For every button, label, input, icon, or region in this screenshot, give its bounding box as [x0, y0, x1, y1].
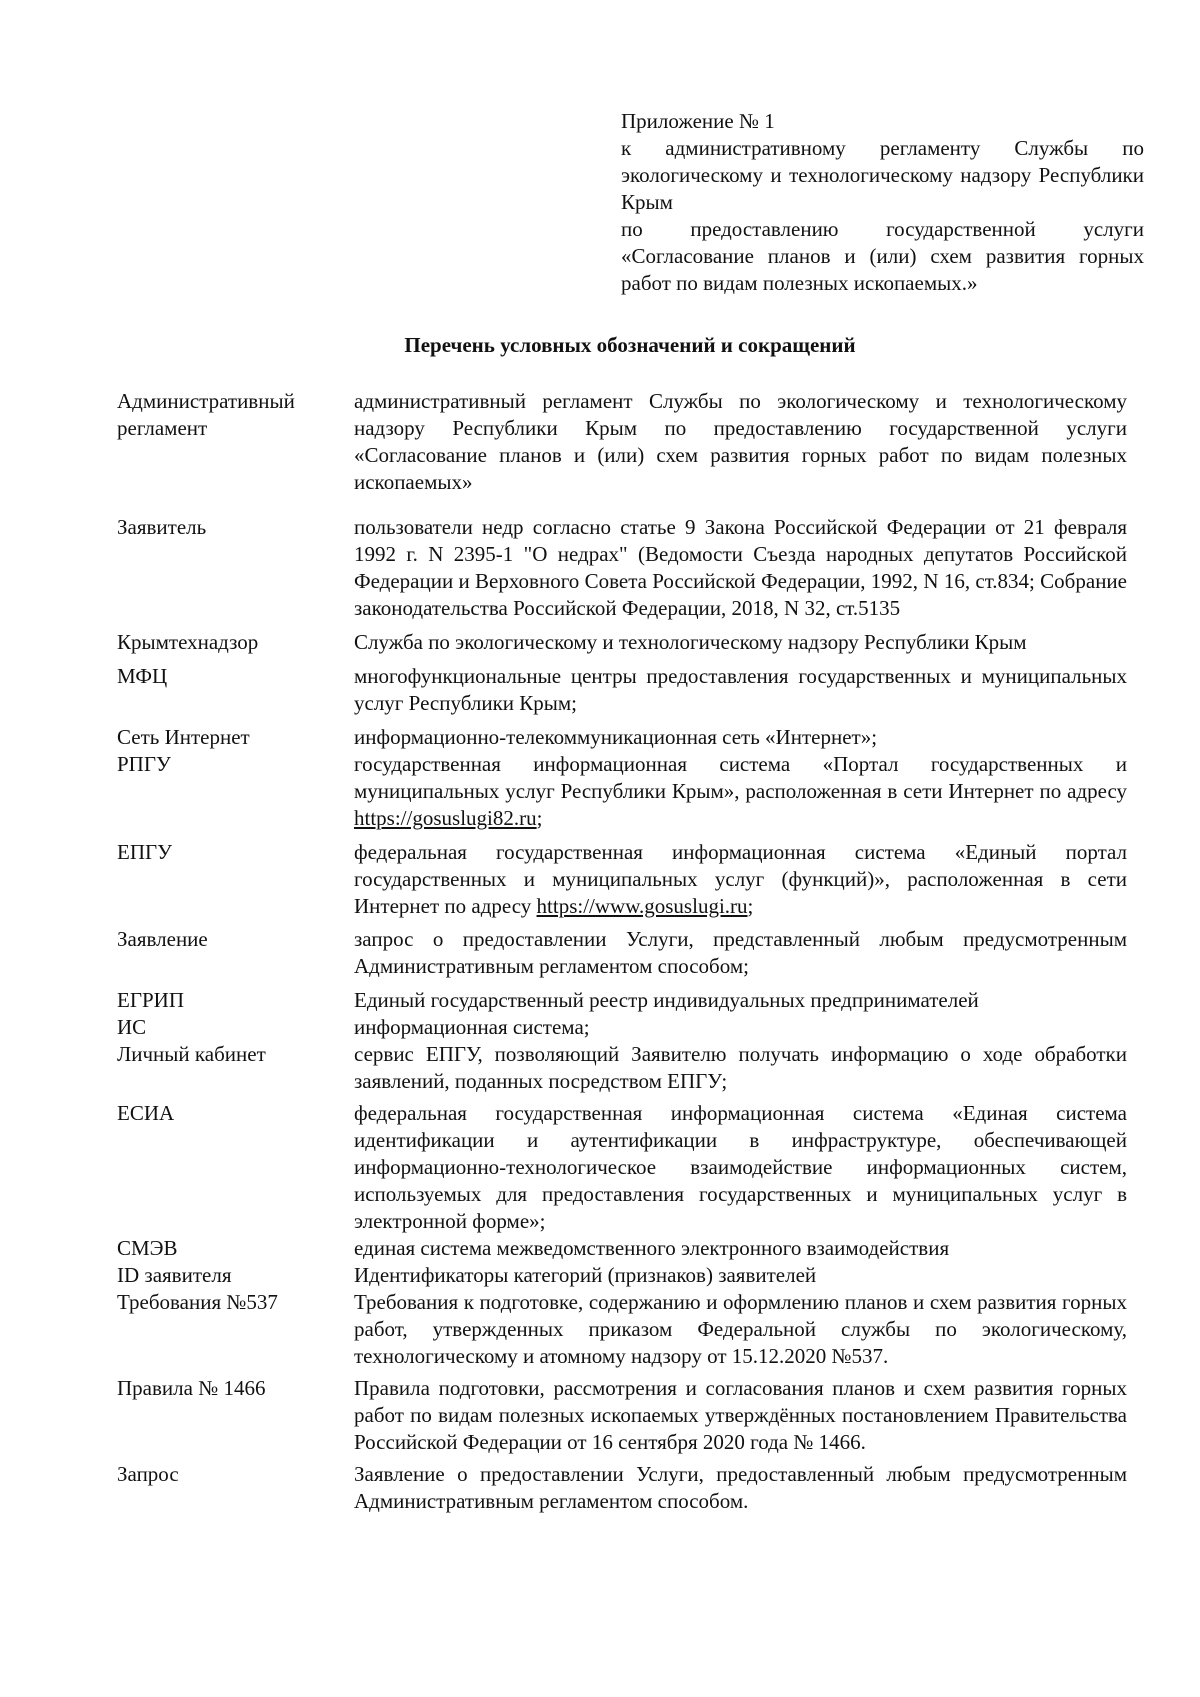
abbr-term: МФЦ [117, 664, 168, 688]
abbr-definition: Единый государственный реестр индивидуальных предпринимателей [354, 988, 979, 1012]
abbr-definition: Идентификаторы категорий (признаков) заявителей [354, 1263, 817, 1287]
abbr-definition: запрос о предоставлении Услуги, представленный любым предусмотренным Административным регламентом способом; [354, 927, 1127, 978]
abbr-definition-tail: ; [536, 806, 543, 830]
abbr-definition: административный регламент Службы по экологическому и технологическому надзору Республики Крым по предоставлению государственной услуги «Согласование планов и (или) схем развития горных работ по видам полезных ископаемых» [354, 389, 1127, 494]
abbr-term: Административный регламент [117, 389, 295, 440]
abbr-term: Личный кабинет [117, 1042, 266, 1066]
appendix-block [621, 108, 1144, 297]
abbr-term: Правила № 1466 [117, 1376, 266, 1400]
abbr-definition: Заявление о предоставлении Услуги, предоставленный любым предусмотренным Административным регламентом способом. [354, 1462, 1127, 1513]
abbr-definition: пользователи недр согласно статье 9 Закона Российской Федерации от 21 февраля 1992 г. N 2395-1 "О недрах" (Ведомости Съезда народных депутатов Российской Федерации и Верховного Совета Российской Федерации, 1992, N 16, ст.834; Собрание законодательства Российской Федерации, 2018, N 32, ст.5135 [354, 515, 1127, 620]
abbr-row [117, 388, 1127, 496]
abbr-row [117, 1041, 1127, 1095]
abbr-definition: Правила подготовки, рассмотрения и согласования планов и схем развития горных работ по видам полезных ископаемых утверждённых постановлением Правительства Российской Федерации от 16 сентября 2020 года № 1466. [354, 1376, 1127, 1454]
abbr-row [117, 1262, 1127, 1289]
abbr-term: Заявление [117, 927, 208, 951]
appendix-title: Приложение № 1 [621, 109, 775, 133]
abbr-term: Крымтехнадзор [117, 630, 259, 654]
abbr-row [117, 1014, 1127, 1041]
gosuslugi82-link[interactable]: https://gosuslugi82.ru [354, 806, 537, 830]
abbr-row [117, 1456, 1127, 1515]
abbr-definition: Служба по экологическому и технологическому надзору Республики Крым [354, 630, 1027, 654]
abbr-row [117, 751, 1127, 832]
abbr-definition [354, 832, 1127, 920]
abbr-row [117, 980, 1127, 1014]
page-title: Перечень условных обозначений и сокращений [404, 333, 856, 357]
abbr-term: Требования №537 [117, 1290, 278, 1314]
abbr-term: ИС [117, 1015, 147, 1039]
abbr-definition: Требования к подготовке, содержанию и оформлению планов и схем развития горных работ, утвержденных приказом Федеральной службы по экологическому, технологическому и атомному надзору от 15.12.2020 №537. [354, 1290, 1127, 1368]
abbr-row [117, 1095, 1127, 1235]
appendix-regulation-line: к административному регламенту Службы по экологическому и технологическому надзору Республики Крым [621, 136, 1144, 214]
abbr-row [117, 622, 1127, 656]
abbr-row [117, 496, 1127, 622]
abbr-row [117, 717, 1127, 751]
abbr-term: СМЭВ [117, 1236, 178, 1260]
abbr-term: Запрос [117, 1462, 179, 1486]
abbreviations-table [117, 388, 1127, 1515]
abbr-row [117, 920, 1127, 980]
abbr-definition: информационно-телекоммуникационная сеть «Интернет»; [354, 725, 878, 749]
appendix-service-line: по предоставлению государственной услуги «Согласование планов и (или) схем развития горных работ по видам полезных ископаемых.» [621, 217, 1144, 295]
abbr-definition: многофункциональные центры предоставления государственных и муниципальных услуг Республики Крым; [354, 664, 1127, 715]
abbr-term: ЕСИА [117, 1101, 175, 1125]
abbr-row [117, 1370, 1127, 1456]
gosuslugi-link[interactable]: https://www.gosuslugi.ru [536, 894, 748, 918]
abbr-term: РПГУ [117, 752, 171, 776]
abbr-row [117, 1235, 1127, 1262]
abbr-row [117, 656, 1127, 717]
abbr-definition [354, 751, 1127, 832]
abbr-term: Заявитель [117, 515, 207, 539]
abbr-row [117, 1289, 1127, 1370]
abbr-definition: единая система межведомственного электронного взаимодействия [354, 1236, 950, 1260]
abbr-definition-text: государственная информационная система «Портал государственных и муниципальных услуг Республики Крым», расположенная в сети Интернет по адресу [354, 752, 1127, 803]
abbr-definition: информационная система; [354, 1015, 590, 1039]
abbr-definition-text: федеральная государственная информационная система «Единый портал государственных и муниципальных услуг (функций)», расположенная в сети Интернет по адресу [354, 840, 1127, 918]
abbr-term: ЕГРИП [117, 988, 184, 1012]
abbr-definition: федеральная государственная информационная система «Единая система идентификации и аутентификации в инфраструктуре, обеспечивающей информационно-технологическое взаимодействие информационных систем, используемых для предоставления государственных и муниципальных услуг в электронной форме»; [354, 1101, 1127, 1233]
abbr-term: ID заявителя [117, 1263, 232, 1287]
abbr-row [117, 832, 1127, 920]
abbr-definition-tail: ; [747, 894, 754, 918]
abbr-term: ЕПГУ [117, 840, 173, 864]
abbr-definition: сервис ЕПГУ, позволяющий Заявителю получать информацию о ходе обработки заявлений, поданных посредством ЕПГУ; [354, 1042, 1127, 1093]
abbr-term: Сеть Интернет [117, 725, 250, 749]
